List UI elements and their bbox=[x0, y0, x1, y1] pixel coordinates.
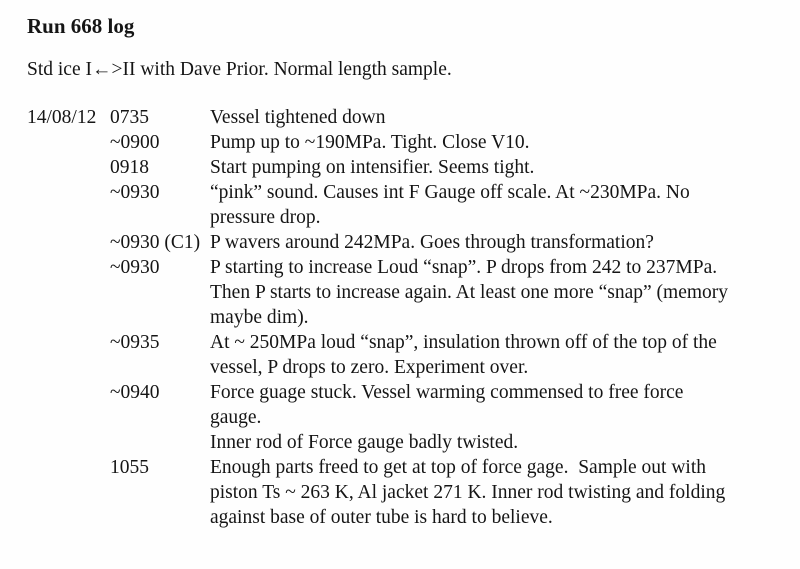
log-entry bbox=[27, 255, 728, 330]
log-text-cell bbox=[210, 330, 717, 380]
log-entry bbox=[27, 380, 728, 455]
log-time-cell: ~0900 bbox=[110, 132, 160, 153]
log-time-cell: ~0930 (C1) bbox=[110, 232, 201, 253]
log-entry bbox=[27, 155, 728, 180]
log-text-line: maybe dim). bbox=[210, 307, 309, 328]
log-text-cell bbox=[210, 180, 690, 230]
log-text-line: vessel, P drops to zero. Experiment over. bbox=[210, 357, 529, 378]
log-date-cell: 14/08/12 bbox=[27, 107, 97, 128]
log-text-line: Inner rod of Force gauge badly twisted. bbox=[210, 432, 519, 453]
log-text-line: against base of outer tube is hard to believe. bbox=[210, 507, 553, 528]
log-time-cell: ~0935 bbox=[110, 332, 160, 353]
log-time-cell: 0918 bbox=[110, 157, 149, 178]
log-text-line: gauge. bbox=[210, 407, 262, 428]
log-text-cell bbox=[210, 230, 654, 255]
log-text-cell bbox=[210, 455, 725, 530]
log-time-cell: ~0940 bbox=[110, 382, 160, 403]
page-title: Run 668 log bbox=[27, 14, 135, 38]
log-text-line: “pink” sound. Causes int F Gauge off scale. At ~230MPa. No bbox=[210, 182, 690, 203]
log-text-line: P wavers around 242MPa. Goes through transformation? bbox=[210, 232, 654, 253]
subtitle: Std ice I←>II with Dave Prior. Normal length sample. bbox=[27, 59, 452, 80]
log-entry bbox=[27, 330, 728, 380]
log-text-line: P starting to increase Loud “snap”. P drops from 242 to 237MPa. bbox=[210, 257, 718, 278]
log-text-line: Enough parts freed to get at top of force gage. Sample out with bbox=[210, 457, 707, 478]
log-text-cell bbox=[210, 130, 530, 155]
log-time-cell: ~0930 bbox=[110, 182, 160, 203]
log-entry bbox=[27, 105, 728, 130]
log-text-line: Pump up to ~190MPa. Tight. Close V10. bbox=[210, 132, 530, 153]
log-text-line: Force guage stuck. Vessel warming commensed to free force bbox=[210, 382, 684, 403]
log-text-line: Then P starts to increase again. At least one more “snap” (memory bbox=[210, 282, 729, 303]
log-text-cell bbox=[210, 105, 385, 130]
log-text-line: Vessel tightened down bbox=[210, 107, 386, 128]
log-entry bbox=[27, 130, 728, 155]
log-text-cell bbox=[210, 380, 683, 455]
log-time-cell: 1055 bbox=[110, 457, 149, 478]
log-entry bbox=[27, 455, 728, 530]
log-text-line: Start pumping on intensifier. Seems tight. bbox=[210, 157, 535, 178]
log-entry bbox=[27, 180, 728, 230]
log-text-line: pressure drop. bbox=[210, 207, 321, 228]
log-entry bbox=[27, 230, 728, 255]
log-time-cell: ~0930 bbox=[110, 257, 160, 278]
log-time-cell: 0735 bbox=[110, 107, 149, 128]
log-entries bbox=[27, 105, 728, 530]
log-text-line: At ~ 250MPa loud “snap”, insulation thrown off of the top of the bbox=[210, 332, 717, 353]
log-text-line: piston Ts ~ 263 K, Al jacket 271 K. Inner rod twisting and folding bbox=[210, 482, 726, 503]
log-text-cell bbox=[210, 155, 534, 180]
log-text-cell bbox=[210, 255, 728, 330]
